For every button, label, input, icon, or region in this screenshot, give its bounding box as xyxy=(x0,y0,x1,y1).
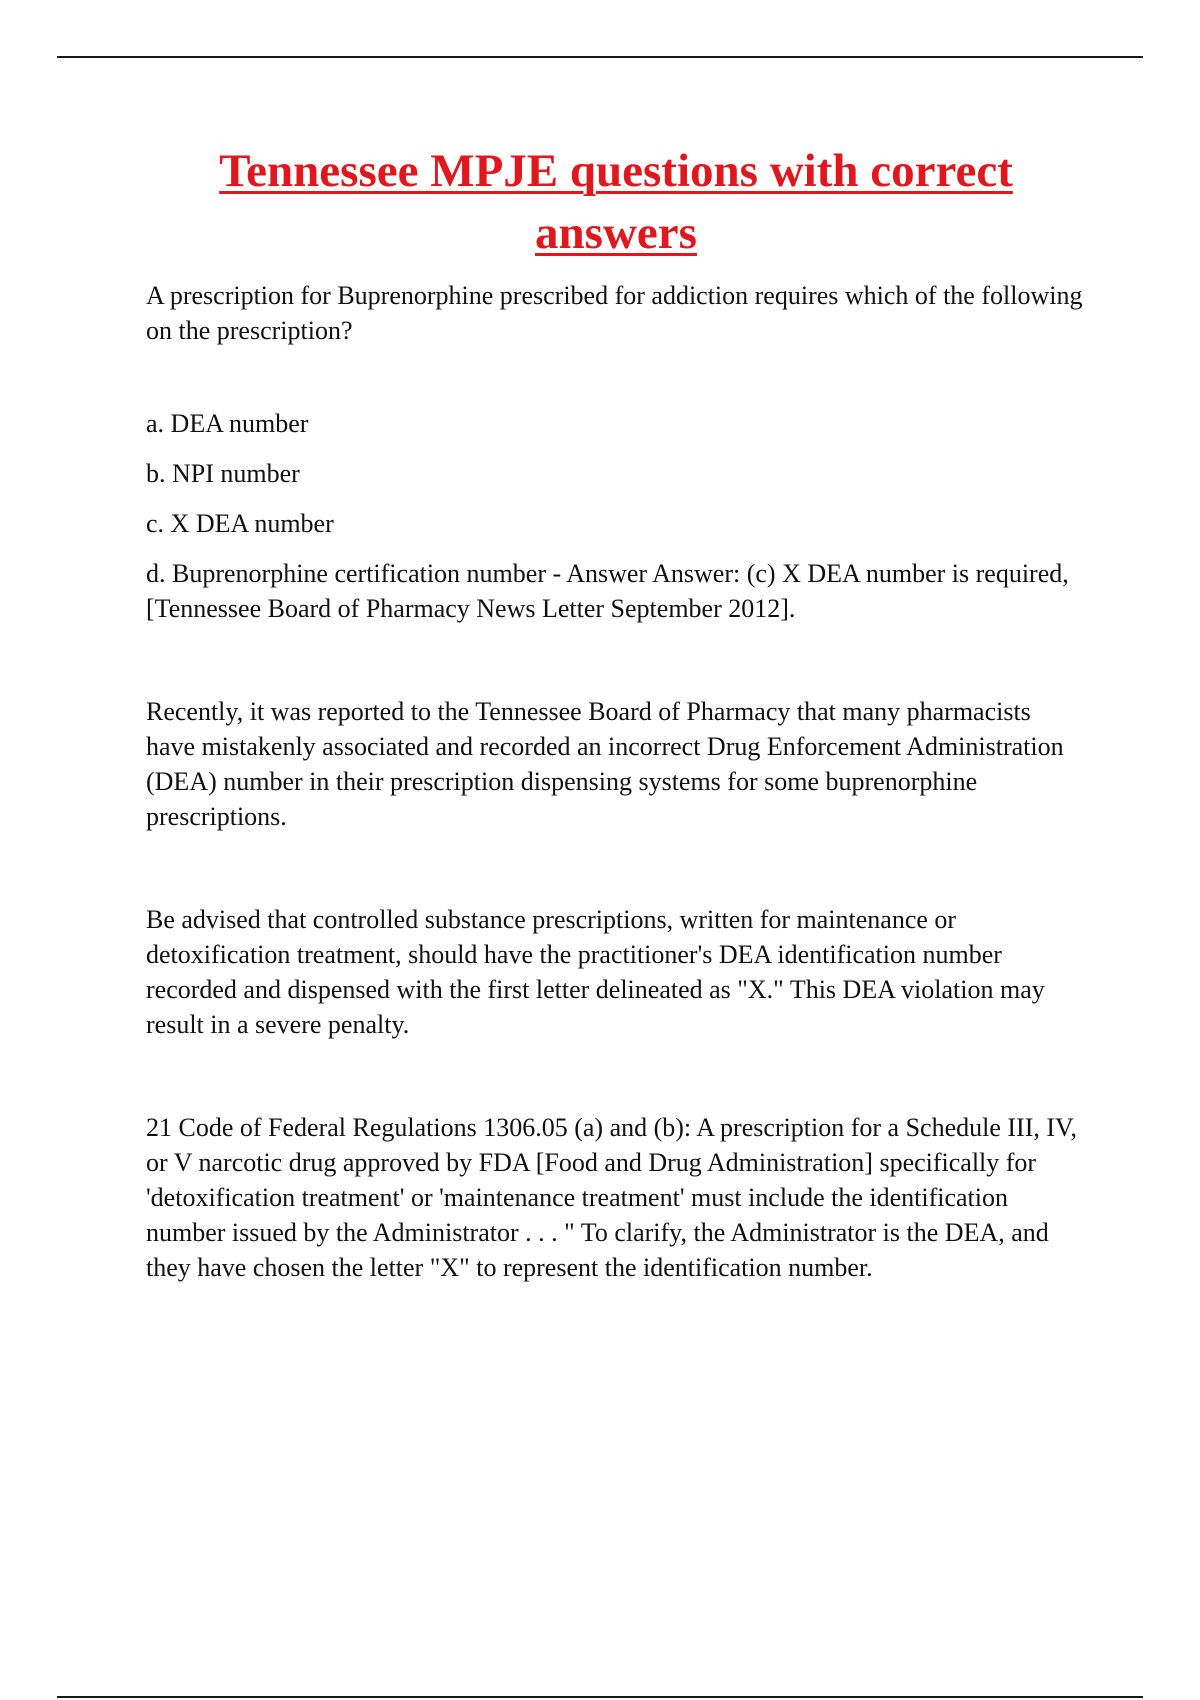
document-title: Tennessee MPJE questions with correct answers xyxy=(219,145,1013,259)
question-text: A prescription for Buprenorphine prescribed for addiction requires which of the following on the prescription? xyxy=(146,281,1083,345)
advisory-paragraph: Be advised that controlled substance prescriptions, written for maintenance or detoxification treatment, should have the practitioner's DEA identification number recorded and dispensed with the first letter delineated as "X." This DEA violation may result in a severe penalty. xyxy=(146,905,1045,1039)
explanation-paragraph: Recently, it was reported to the Tennessee Board of Pharmacy that many pharmacists have mistakenly associated and recorded an incorrect Drug Enforcement Administration (DEA) number in their prescription dispensing systems for some buprenorphine prescriptions. xyxy=(146,697,1064,831)
answer-option-a: a. DEA number xyxy=(146,409,309,438)
document-body xyxy=(146,140,1086,1285)
top-rule xyxy=(57,56,1143,58)
answer-option-d: d. Buprenorphine certification number - Answer Answer: (c) X DEA number is required, [Tennessee Board of Pharmacy News Letter September 2012]. xyxy=(146,559,1069,623)
answer-option-b: b. NPI number xyxy=(146,459,300,488)
answer-option-c: c. X DEA number xyxy=(146,509,334,538)
regulation-paragraph: 21 Code of Federal Regulations 1306.05 (a) and (b): A prescription for a Schedule III, IV, or V narcotic drug approved by FDA [Food and Drug Administration] specifically for 'detoxification treatment' or 'maintenance treatment' must include the identification number issued by the Administrator . . . " To clarify, the Administrator is the DEA, and they have chosen the letter "X" to represent the identification number. xyxy=(146,1113,1077,1282)
bottom-rule xyxy=(57,1696,1143,1698)
